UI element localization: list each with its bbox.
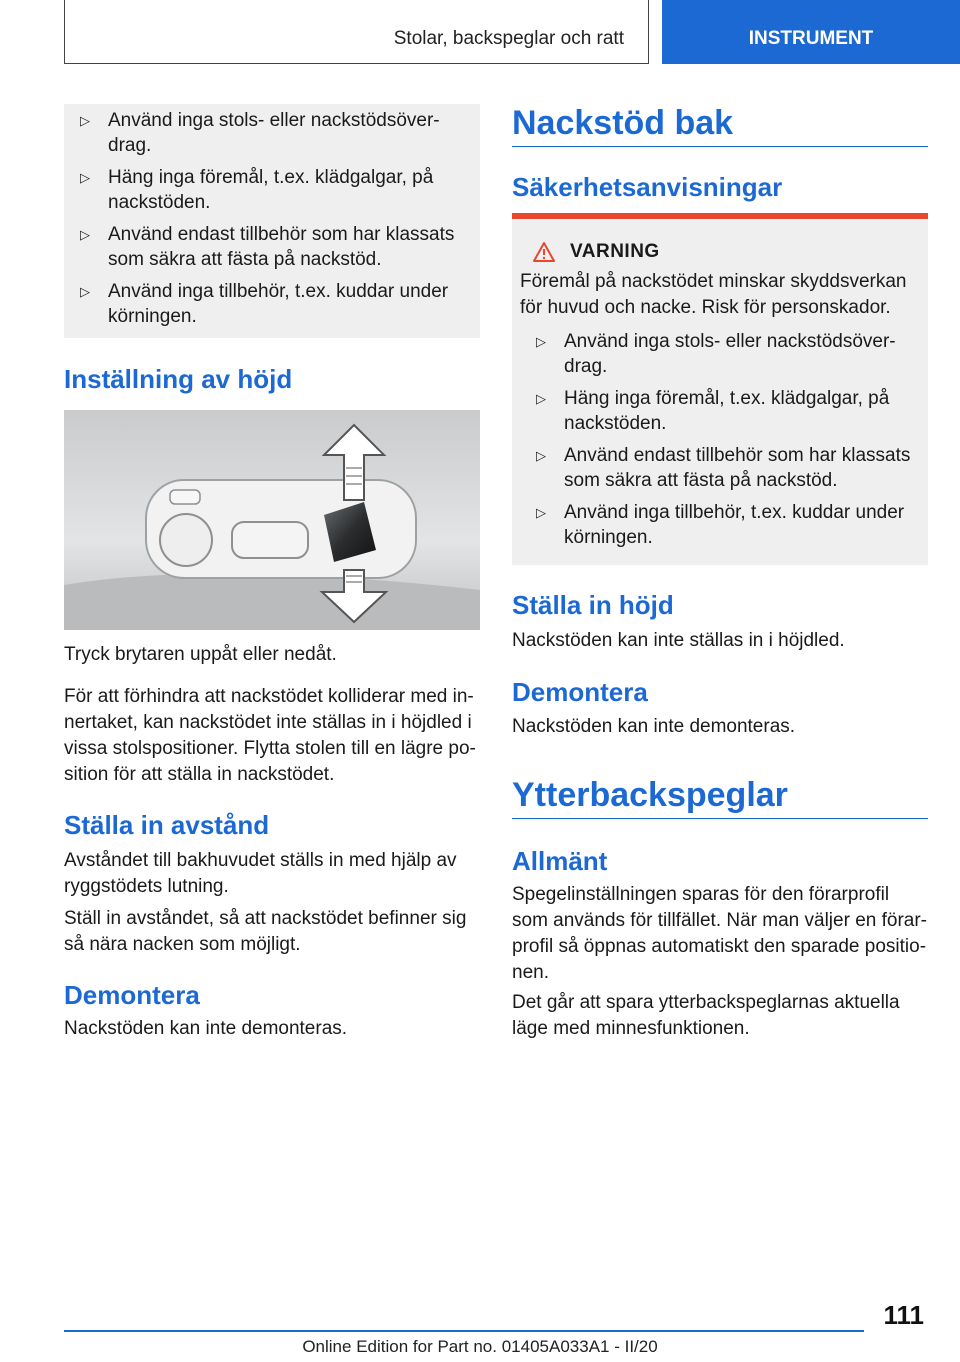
set-height-paragraph: Nackstöden kan inte ställas in i höjdled. [512,630,845,651]
warning-triangle-icon [532,241,556,263]
distance-paragraph-2: Ställ in avståndet, så att nackstödet befinner sig så nära nacken som möjligt. [64,908,467,955]
header-box [64,0,649,64]
page-number: 111 [883,1300,924,1330]
bullet-triangle-icon: ▷ [536,334,546,349]
list-item: ▷ Använd inga tillbehör, t.ex. kuddar under körningen. [80,281,449,327]
footer-rule [64,1330,864,1332]
bullet-triangle-icon: ▷ [80,113,90,128]
general-paragraph-1: Spegelinställningen sparas för den förarprofil som används för tillfället. När man väljer en förar-profil så öppnas automatiskt den sparade positio-nen. [512,884,927,983]
list-item: ▷ Använd inga stols- eller nackstödsöver-drag. [536,331,896,377]
list-item: ▷ Använd inga stols- eller nackstödsöver-drag. [80,110,440,156]
bullet-triangle-icon: ▷ [80,284,90,299]
warning-label: VARNING [570,241,660,262]
section-title-remove: Demontera [64,980,200,1010]
left-bullet-list [80,108,464,329]
bullet-triangle-icon: ▷ [80,170,90,185]
title-rule [512,146,928,147]
list-item: ▷ Använd endast tillbehör som har klassats som säkra att fästa på nackstöd. [80,224,455,270]
warning-text: Föremål på nackstödet minskar skyddsverkan för huvud och nacke. Risk för personskador. [520,271,907,318]
remove-paragraph: Nackstöden kan inte demonteras. [64,1018,348,1039]
section-title-remove-rear: Demontera [512,677,648,707]
bullet-triangle-icon: ▷ [536,448,546,463]
bullet-triangle-icon: ▷ [80,227,90,242]
header-chapter-tab[interactable]: INSTRUMENT [662,0,960,64]
general-paragraph-2: Det går att spara ytterbackspeglarnas aktuella läge med minnesfunktionen. [512,992,900,1039]
list-item: ▷ Använd endast tillbehör som har klassats som säkra att fästa på nackstöd. [536,445,911,491]
list-item: ▷ Häng inga föremål, t.ex. klädgalgar, på nackstöden. [80,167,434,213]
mirrors-rule [512,818,928,819]
warning-box [512,219,928,565]
remove-rear-paragraph: Nackstöden kan inte demonteras. [512,716,796,737]
seat-switch-drawing [64,410,480,630]
bullet-triangle-icon: ▷ [536,391,546,406]
figure-caption: Tryck brytaren uppåt eller nedåt. [64,644,337,665]
section-title-distance: Ställa in avstånd [64,810,270,840]
left-bullet-box [64,104,480,338]
section-title-height: Inställning av höjd [64,364,293,394]
seat-switch-illustration [64,410,480,630]
section-title-safety: Säkerhetsanvisningar [512,172,783,202]
list-item: ▷ Använd inga tillbehör, t.ex. kuddar under körningen. [536,502,905,548]
section-title-general: Allmänt [512,846,608,876]
distance-paragraph-1: Avståndet till bakhuvudet ställs in med hjälp av ryggstödets lutning. [64,850,457,897]
bullet-triangle-icon: ▷ [536,505,546,520]
height-note: För att förhindra att nackstödet kolliderar med in-nertaket, kan nackstödet inte ställas in i höjdled i vissa stolspositioner. Flytta stolen till en lägre po-sition för att ställa in nackstödet. [64,686,476,785]
list-item: ▷ Häng inga föremål, t.ex. klädgalgar, på nackstöden. [536,388,890,434]
page-title-rear-headrest: Nackstöd bak [512,104,734,142]
chapter-title-mirrors: Ytterbackspeglar [512,776,788,814]
footer-edition: Online Edition for Part no. 01405A033A1 - II/20 [302,1337,658,1356]
warning-header [520,219,912,269]
right-bullet-list [520,329,912,550]
section-title-set-height: Ställa in höjd [512,590,674,620]
header-section-title: Stolar, backspeglar och ratt [393,28,624,49]
